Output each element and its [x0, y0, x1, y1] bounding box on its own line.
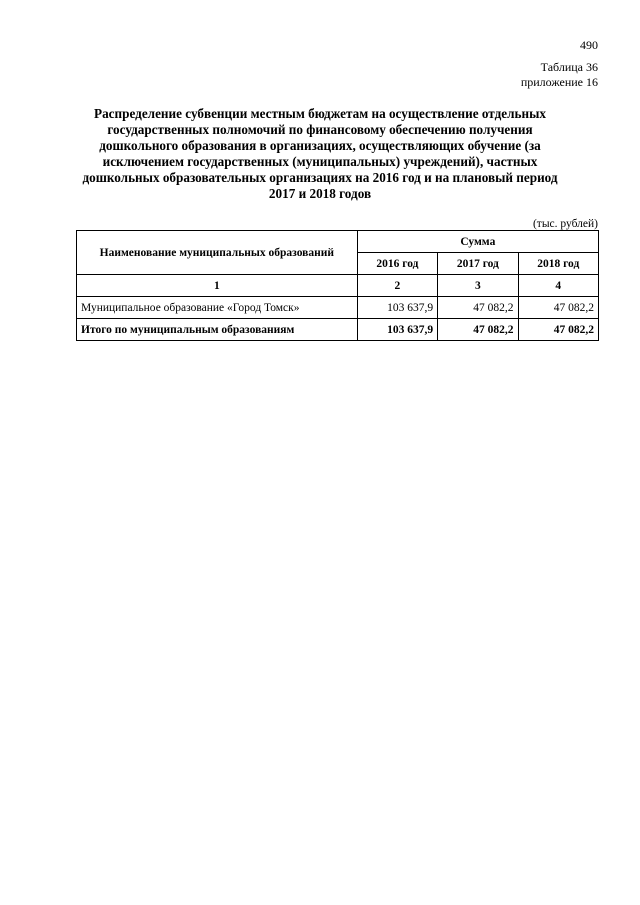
column-number: 1: [77, 275, 358, 297]
total-2017: 47 082,2: [438, 319, 518, 341]
year-header-2017: 2017 год: [438, 253, 518, 275]
title-line: исключением государственных (муниципальных) учреждений), частных: [102, 154, 538, 169]
table-label: Таблица 36: [540, 60, 598, 74]
document-title: [80, 106, 560, 202]
column-number-row: [77, 275, 599, 297]
municipality-name: Муниципальное образование «Город Томск»: [77, 297, 358, 319]
value-2016: 103 637,9: [357, 297, 437, 319]
total-row: [77, 319, 599, 341]
municipality-column-header: Наименование муниципальных образований: [77, 231, 358, 275]
header-row: [77, 231, 599, 253]
sum-column-header: Сумма: [357, 231, 598, 253]
title-line: дошкольного образования в организациях, осуществляющих обучение (за: [99, 138, 541, 153]
table-reference: [521, 60, 598, 90]
title-line: государственных полномочий по финансовому обеспечению получения: [107, 122, 533, 137]
column-number: 4: [518, 275, 598, 297]
year-header-2016: 2016 год: [357, 253, 437, 275]
title-line: 2017 и 2018 годов: [268, 186, 372, 201]
table-row: [77, 297, 599, 319]
title-line: Распределение субвенции местным бюджетам на осуществление отдельных: [94, 106, 546, 121]
title-line: дошкольных образовательных организациях на 2016 год и на плановый период: [82, 170, 558, 185]
year-header-2018: 2018 год: [518, 253, 598, 275]
subvention-table: [76, 230, 599, 341]
page-number: 490: [580, 38, 598, 52]
appendix-label: приложение 16: [520, 75, 598, 89]
units-label: (тыс. рублей): [532, 218, 598, 230]
value-2018: 47 082,2: [518, 297, 598, 319]
total-label: Итого по муниципальным образованиям: [77, 319, 358, 341]
value-2017: 47 082,2: [438, 297, 518, 319]
total-2018: 47 082,2: [518, 319, 598, 341]
total-2016: 103 637,9: [357, 319, 437, 341]
column-number: 3: [438, 275, 518, 297]
column-number: 2: [357, 275, 437, 297]
